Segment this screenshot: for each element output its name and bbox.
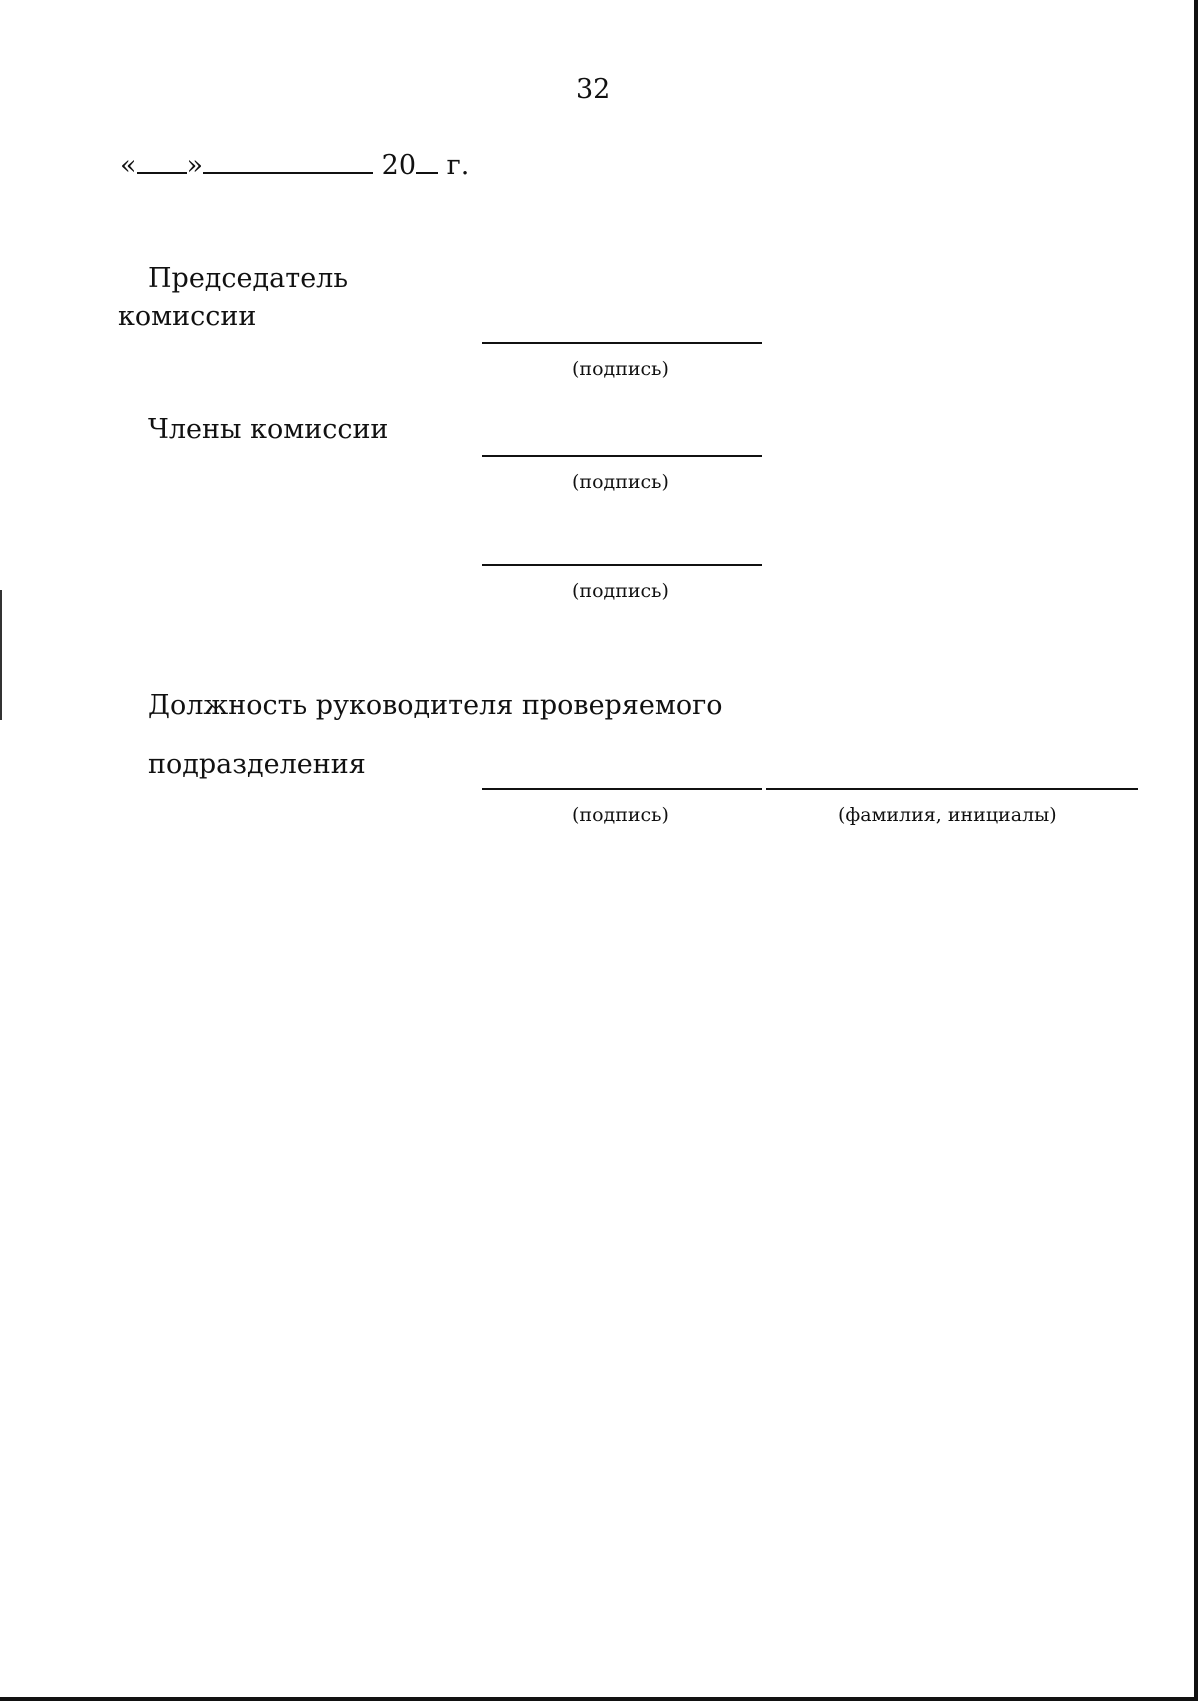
head-position-label-1: Должность руководителя проверяемого xyxy=(148,690,723,721)
member-signature-caption-1: (подпись) xyxy=(572,471,669,493)
member-signature-line-1 xyxy=(482,455,762,457)
open-quote: « xyxy=(120,150,137,181)
page-number: 32 xyxy=(576,74,611,105)
head-name-line xyxy=(766,788,1138,790)
head-signature-caption: (подпись) xyxy=(572,804,669,826)
head-position-label-2: подразделения xyxy=(148,749,366,780)
members-label: Члены комиссии xyxy=(148,414,389,445)
date-line xyxy=(120,152,469,179)
page-border-bottom xyxy=(0,1697,1198,1701)
head-name-caption: (фамилия, инициалы) xyxy=(838,804,1057,826)
chairman-signature-caption: (подпись) xyxy=(572,358,669,380)
page-border-right xyxy=(1194,0,1198,1700)
scan-edge-mark xyxy=(0,590,2,720)
member-signature-line-2 xyxy=(482,564,762,566)
year-prefix: 20 xyxy=(381,150,417,181)
day-blank xyxy=(137,171,187,174)
month-blank xyxy=(203,171,373,174)
chairman-signature-line xyxy=(482,342,762,344)
chairman-label-1: Председатель xyxy=(148,263,349,294)
chairman-label-2: комиссии xyxy=(118,301,257,332)
member-signature-caption-2: (подпись) xyxy=(572,580,669,602)
year-suffix: г. xyxy=(446,150,470,181)
close-quote: » xyxy=(186,150,204,181)
year-blank xyxy=(416,171,438,174)
head-signature-line xyxy=(482,788,762,790)
